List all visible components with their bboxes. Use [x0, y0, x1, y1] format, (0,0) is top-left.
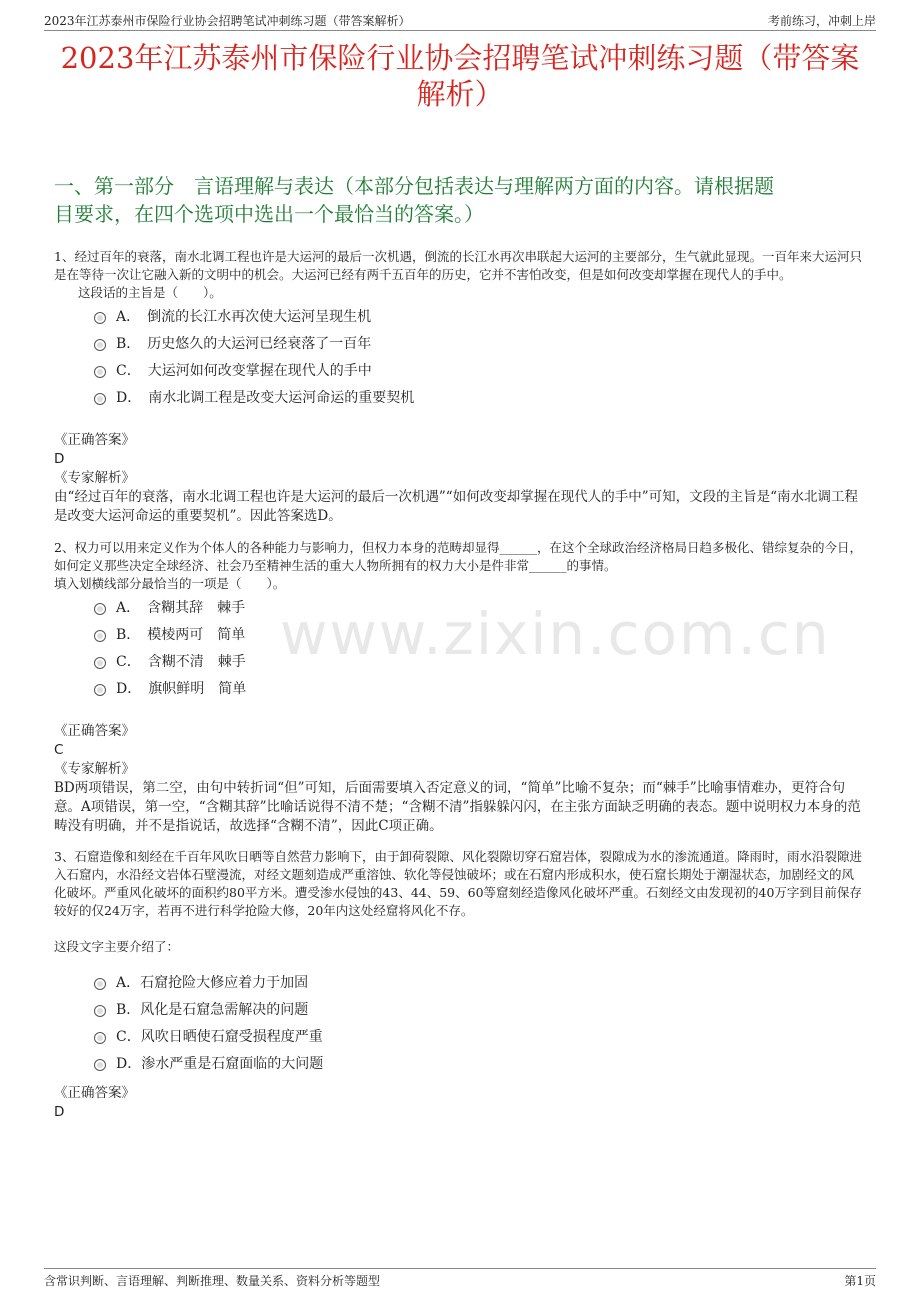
radio-icon[interactable]	[94, 312, 106, 324]
radio-icon[interactable]	[94, 1059, 106, 1071]
question-1-option-b[interactable]: B． 历史悠久的大运河已经衰落了一百年	[94, 331, 414, 358]
question-1-solution	[54, 431, 866, 526]
question-2-answer: C	[54, 742, 64, 758]
header-slogan: 考前练习，冲刺上岸	[767, 14, 876, 28]
question-2-analysis: BD两项错误，第二空，由句中转折词“但”可知，后面需要填入否定意义的词，“简单”比喻不复杂；而“棘手”比喻事情难办，更符合句意。A项错误，第一空，“含糊其辞”比喻话说得不清不楚；“含糊不清”指躲躲闪闪，在主张方面缺乏明确的表态。题中说明权力本身的范畴没有明确，并不是指说话，故选择“含糊不清”，因此C项正确。	[54, 780, 861, 834]
radio-icon[interactable]	[94, 393, 106, 405]
question-1-stem: 1、经过百年的衰落，南水北调工程也许是大运河的最后一次机遇，倒流的长江水再次串联起大运河的主要部分，生气就此显现。一百年来大运河只是在等待一次让它融入新的文明中的机会。大运河已经有两千五百年的历史，它并不害怕改变，但是如何改变却掌握在现代人的手中。	[54, 249, 862, 282]
document-title-line-2: 解析）	[416, 77, 504, 111]
radio-icon[interactable]	[94, 339, 106, 351]
footer-description: 含常识判断、言语理解、判断推理、数量关系、资料分析等题型	[44, 1274, 381, 1288]
radio-icon[interactable]	[94, 603, 106, 615]
question-1-analysis: 由“经过百年的衰落，南水北调工程也许是大运河的最后一次机遇”“如何改变却掌握在现代人的手中”可知，文段的主旨是“南水北调工程是改变大运河命运的重要契机”。因此答案选D。	[54, 489, 859, 524]
question-1-option-d[interactable]: D． 南水北调工程是改变大运河命运的重要契机	[94, 385, 414, 412]
analysis-label: 《专家解析》	[54, 761, 135, 777]
answer-label: 《正确答案》	[54, 432, 135, 448]
question-3-option-b[interactable]: B．风化是石窟急需解决的问题	[94, 997, 323, 1024]
page-footer	[44, 1268, 876, 1289]
question-1-option-c[interactable]: C． 大运河如何改变掌握在现代人的手中	[94, 358, 414, 385]
question-3-option-d[interactable]: D．渗水严重是石窟面临的大问题	[94, 1051, 323, 1078]
answer-label: 《正确答案》	[54, 723, 135, 739]
question-1-prompt: 这段话的主旨是（ ）。	[78, 285, 222, 300]
section-heading-line-2: 目要求，在四个选项中选出一个最恰当的答案。）	[54, 202, 484, 226]
answer-label: 《正确答案》	[54, 1085, 135, 1101]
question-1-options	[94, 304, 414, 412]
question-3-solution	[54, 1084, 866, 1122]
question-2-solution	[54, 722, 866, 836]
radio-icon[interactable]	[94, 978, 106, 990]
question-1-answer: D	[54, 451, 65, 467]
radio-icon[interactable]	[94, 1032, 106, 1044]
question-2-option-d[interactable]: D． 旗帜鲜明 简单	[94, 676, 246, 703]
question-3-answer: D	[54, 1104, 65, 1120]
question-1-option-a[interactable]: A． 倒流的长江水再次使大运河呈现生机	[94, 304, 414, 331]
watermark: www.zixin.com.cn	[280, 600, 831, 668]
radio-icon[interactable]	[94, 1005, 106, 1017]
page-header	[44, 8, 876, 31]
document-title	[44, 40, 876, 112]
question-3-prompt: 这段文字主要介绍了：	[54, 939, 180, 954]
question-2-options	[94, 595, 246, 703]
section-heading	[54, 172, 866, 228]
question-3-stem: 3、石窟造像和刻经在千百年风吹日晒等自然营力影响下，由于卸荷裂隙、风化裂隙切穿石窟岩体，裂隙成为水的渗流通道。降雨时，雨水沿裂隙进入石窟内，水沿经文岩体石壁漫流，对经文题刻造成严重溶蚀、软化等侵蚀破坏；或在石窟内形成积水，使石窟长期处于潮湿状态，加剧经文的风化破坏。严重风化破坏的面积约80平方米。遭受渗水侵蚀的43、44、59、60等窟刻经造像风化破坏严重。石刻经文由发现初的40万字到目前保存较好的仅24万字，若再不进行科学抢险大修，20年内这处经窟将风化不存。	[54, 849, 862, 918]
document-title-line-1: 2023年江苏泰州市保险行业协会招聘笔试冲刺练习题（带答案	[60, 41, 860, 75]
section-heading-line-1: 一、第一部分 言语理解与表达（本部分包括表达与理解两方面的内容。请根据题	[54, 174, 774, 198]
question-1	[54, 248, 866, 302]
radio-icon[interactable]	[94, 684, 106, 696]
radio-icon[interactable]	[94, 657, 106, 669]
question-2	[54, 539, 866, 593]
header-doc-title: 2023年江苏泰州市保险行业协会招聘笔试冲刺练习题（带答案解析）	[44, 14, 411, 28]
question-2-option-a[interactable]: A． 含糊其辞 棘手	[94, 595, 246, 622]
question-2-prompt: 填入划横线部分最恰当的一项是（ ）。	[54, 576, 286, 591]
question-3-options	[94, 970, 323, 1078]
question-3-option-a[interactable]: A．石窟抢险大修应着力于加固	[94, 970, 323, 997]
analysis-label: 《专家解析》	[54, 470, 135, 486]
question-3-option-c[interactable]: C．风吹日晒使石窟受损程度严重	[94, 1024, 323, 1051]
question-2-option-b[interactable]: B． 模棱两可 简单	[94, 622, 246, 649]
question-2-stem: 2、权力可以用来定义作为个体人的各种能力与影响力，但权力本身的范畴却显得______，在这个全球政治经济格局日趋多极化、错综复杂的今日，如何定义那些决定全球经济、社会乃至精神生活的重大人物所拥有的权力大小是件非常______的事情。	[54, 540, 862, 573]
question-3	[54, 848, 866, 956]
page-number: 第1页	[844, 1274, 876, 1288]
radio-icon[interactable]	[94, 366, 106, 378]
radio-icon[interactable]	[94, 630, 106, 642]
question-2-option-c[interactable]: C． 含糊不清 棘手	[94, 649, 246, 676]
